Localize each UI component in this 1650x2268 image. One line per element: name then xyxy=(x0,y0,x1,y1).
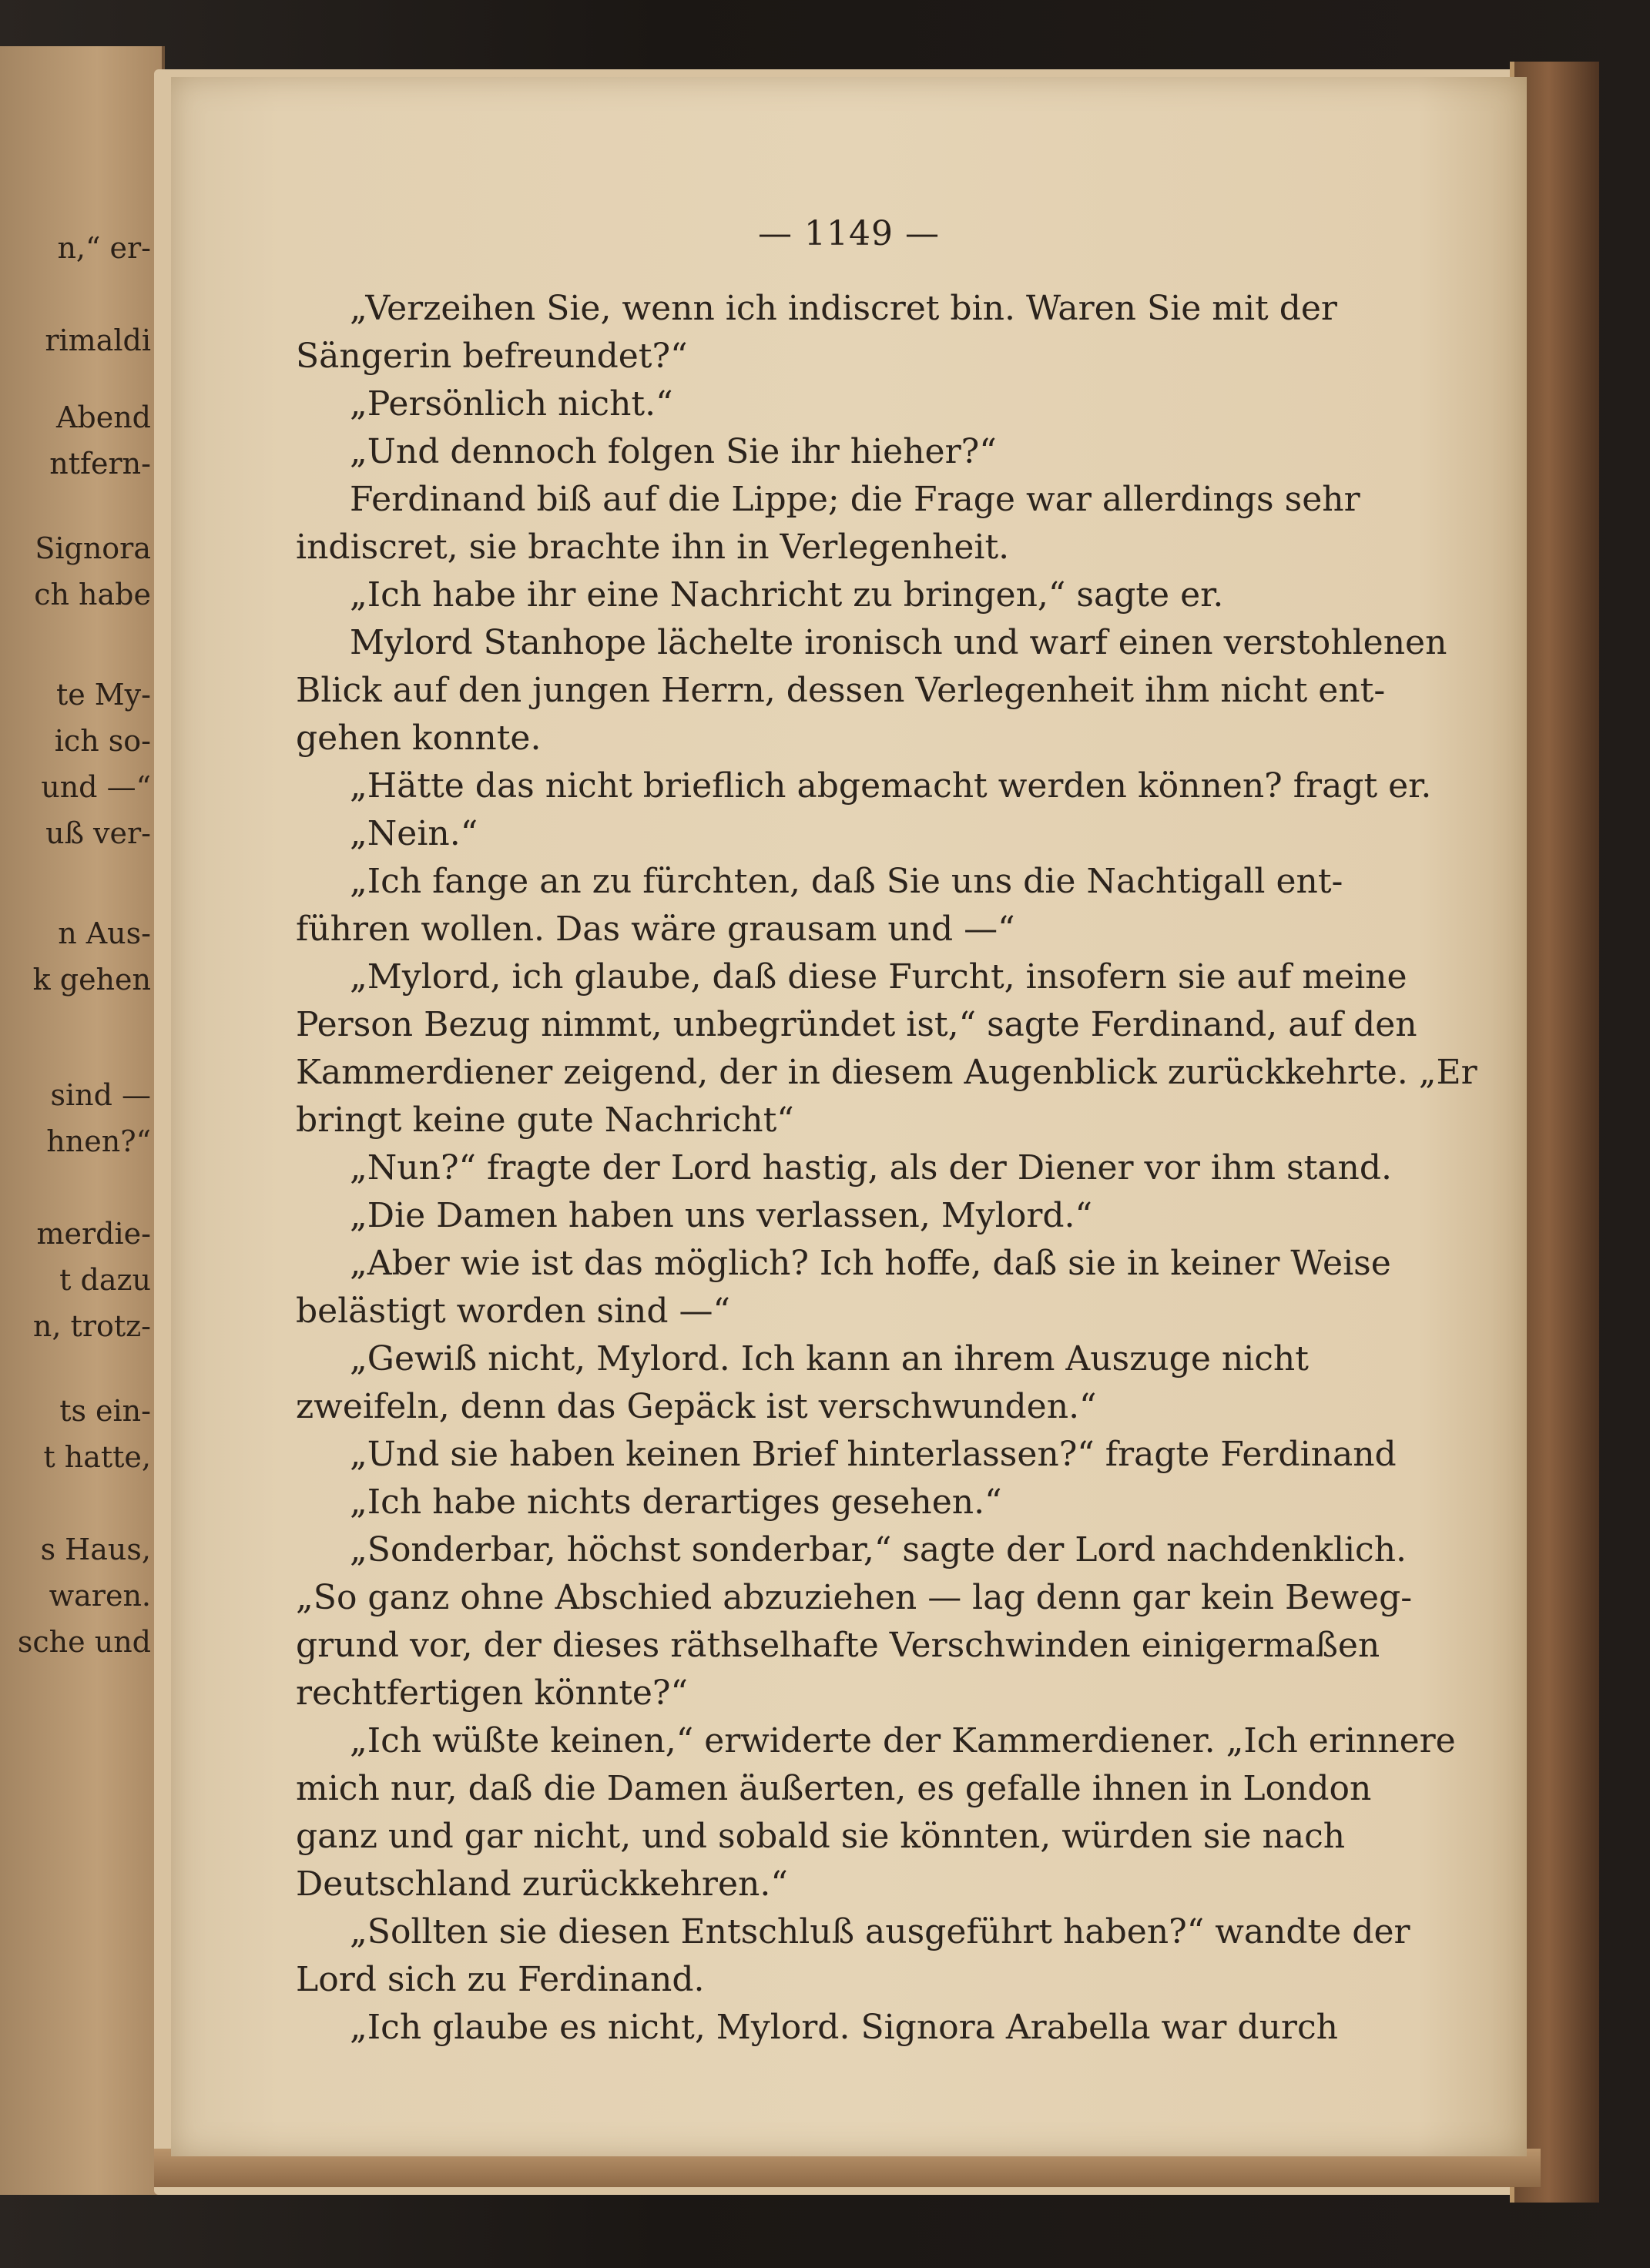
text-line: bringt keine gute Nachricht“ xyxy=(296,1100,794,1140)
text-line: „Und sie haben keinen Brief hinterlassen?“ fragte Ferdinand xyxy=(350,1435,1397,1474)
left-page-fragment: te My- xyxy=(55,678,151,712)
left-page-fragment: waren. xyxy=(49,1579,151,1613)
left-page-fragment: merdie- xyxy=(36,1217,151,1251)
text-line: rechtfertigen könnte?“ xyxy=(296,1673,689,1713)
text-line: Kammerdiener zeigend, der in diesem Augenblick zurückkehrte. „Er xyxy=(296,1053,1477,1092)
text-line: „Ich fange an zu fürchten, daß Sie uns die Nachtigall ent- xyxy=(350,862,1343,901)
text-line: „Die Damen haben uns verlassen, Mylord.“ xyxy=(350,1196,1093,1235)
text-line: „Und dennoch folgen Sie ihr hieher?“ xyxy=(350,432,997,471)
text-line: Ferdinand biß auf die Lippe; die Frage war allerdings sehr xyxy=(350,480,1360,519)
left-page-fragment: t dazu xyxy=(59,1263,151,1297)
text-line: „Ich habe ihr eine Nachricht zu bringen,“ sagte er. xyxy=(350,575,1224,615)
text-line: „Sonderbar, höchst sonderbar,“ sagte der Lord nachdenklich. xyxy=(350,1530,1407,1570)
left-page-fragment: rimaldi xyxy=(45,323,151,357)
text-line: zweifeln, denn das Gepäck ist verschwunden.“ xyxy=(296,1387,1097,1426)
text-line: Blick auf den jungen Herrn, dessen Verlegenheit ihm nicht ent- xyxy=(296,671,1386,710)
text-line: „Aber wie ist das möglich? Ich hoffe, daß sie in keiner Weise xyxy=(350,1244,1391,1283)
left-page-edge xyxy=(0,46,165,2195)
left-page-fragment: ntfern- xyxy=(49,447,151,481)
text-line: „Sollten sie diesen Entschluß ausgeführt haben?“ wandte der xyxy=(350,1912,1410,1951)
page-number: — 1149 — xyxy=(758,214,940,253)
text-line: Lord sich zu Ferdinand. xyxy=(296,1960,705,1999)
page-text xyxy=(296,285,1477,2052)
left-page-fragment: ich so- xyxy=(54,724,151,758)
text-line: ganz und gar nicht, und sobald sie könnten, würden sie nach xyxy=(296,1817,1346,1856)
text-line: gehen konnte. xyxy=(296,719,542,758)
left-page-fragment: sind — xyxy=(50,1078,151,1112)
text-line: „Ich glaube es nicht, Mylord. Signora Arabella war durch xyxy=(350,2008,1338,2047)
text-line: Deutschland zurückkehren.“ xyxy=(296,1864,788,1904)
left-page-fragment: ch habe xyxy=(34,578,151,611)
text-line: „So ganz ohne Abschied abzuziehen — lag denn gar kein Beweg- xyxy=(296,1578,1413,1617)
left-page-fragment: s Haus, xyxy=(40,1533,151,1566)
left-page-fragment: k gehen xyxy=(32,963,151,997)
left-page-fragment: Signora xyxy=(35,531,151,565)
left-page-fragment: Abend xyxy=(55,400,151,434)
left-page-fragment: sche und xyxy=(17,1625,151,1659)
left-page-fragment: uß ver- xyxy=(45,816,151,850)
text-line: belästigt worden sind —“ xyxy=(296,1291,731,1331)
text-line: grund vor, der dieses räthselhafte Verschwinden einigermaßen xyxy=(296,1626,1380,1665)
text-line: „Nun?“ fragte der Lord hastig, als der Diener vor ihm stand. xyxy=(350,1148,1392,1188)
left-page-fragment: n, trotz- xyxy=(32,1309,151,1343)
text-line: „Ich wüßte keinen,“ erwiderte der Kammerdiener. „Ich erinnere xyxy=(350,1721,1456,1760)
left-page-fragment: und —“ xyxy=(41,770,151,804)
text-line: führen wollen. Das wäre grausam und —“ xyxy=(296,910,1015,949)
text-line: „Ich habe nichts derartiges gesehen.“ xyxy=(350,1482,1002,1522)
left-page-fragment: n,“ er- xyxy=(57,231,151,265)
text-line: mich nur, daß die Damen äußerten, es gefalle ihnen in London xyxy=(296,1769,1372,1808)
text-line: „Hätte das nicht brieflich abgemacht werden können? fragt er. xyxy=(350,766,1432,806)
text-line: „Persönlich nicht.“ xyxy=(350,384,673,424)
text-line: „Gewiß nicht, Mylord. Ich kann an ihrem Auszuge nicht xyxy=(350,1339,1309,1379)
text-line: „Verzeihen Sie, wenn ich indiscret bin. Waren Sie mit der xyxy=(350,289,1337,328)
text-line: indiscret, sie brachte ihn in Verlegenheit. xyxy=(296,528,1010,567)
text-line: Person Bezug nimmt, unbegründet ist,“ sagte Ferdinand, auf den xyxy=(296,1005,1417,1044)
text-line: Sängerin befreundet?“ xyxy=(296,337,688,376)
text-line: Mylord Stanhope lächelte ironisch und warf einen verstohlenen xyxy=(350,623,1447,662)
left-page-fragment: t hatte, xyxy=(43,1440,151,1474)
left-page-fragment: ts ein- xyxy=(59,1394,151,1428)
text-line: „Mylord, ich glaube, daß diese Furcht, insofern sie auf meine xyxy=(350,957,1407,997)
text-line: „Nein.“ xyxy=(350,814,478,853)
left-page-fragment: n Aus- xyxy=(58,916,151,950)
left-page-fragment: hnen?“ xyxy=(46,1124,151,1158)
